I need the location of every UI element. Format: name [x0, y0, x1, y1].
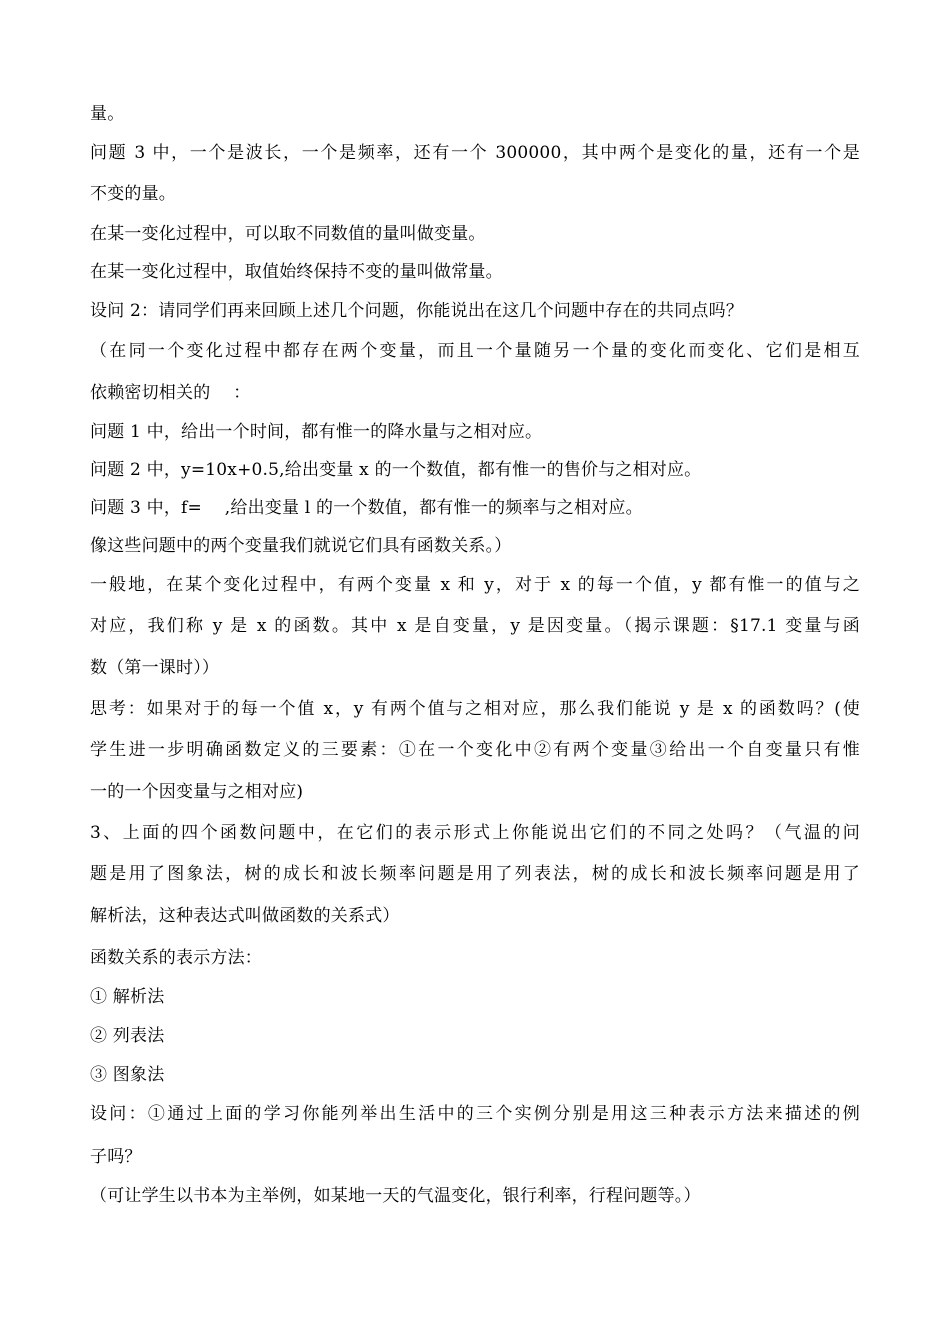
text-line: 设问 2：请同学们再来回顾上述几个问题，你能说出在这几个问题中存在的共同点吗？ [90, 301, 744, 321]
text-line: 量。 [90, 104, 125, 124]
text-line: 像这些问题中的两个变量我们就说它们具有函数关系。） [90, 536, 512, 556]
text-line: 问题 3 中，一个是波长，一个是频率，还有一个 300000，其中两个是变化的量，还有一个是 [90, 143, 860, 163]
text-line: 题是用了图象法，树的成长和波长频率问题是用了列表法，树的成长和波长频率问题是用了 [90, 864, 860, 884]
text-line: 一的一个因变量与之相对应) [90, 782, 304, 802]
text-line: 在某一变化过程中，取值始终保持不变的量叫做常量。 [90, 262, 503, 282]
text-line: 对应，我们称 y 是 x 的函数。其中 x 是自变量，y 是因变量。（揭示课题：§17.1 变量与函 [90, 616, 860, 636]
text-line: 子吗？ [90, 1147, 142, 1167]
text-line: 问题 3 中，f= ,给出变量 l 的一个数值，都有惟一的频率与之相对应。 [90, 498, 643, 518]
list-item: ③ 图象法 [90, 1065, 165, 1085]
text-line: 设问：①通过上面的学习你能列举出生活中的三个实例分别是用这三种表示方法来描述的例 [90, 1104, 860, 1124]
text-line: （在同一个变化过程中都存在两个变量，而且一个量随另一个量的变化而变化、它们是相互 [90, 341, 860, 361]
text-line: 解析法，这种表达式叫做函数的关系式） [90, 906, 400, 926]
text-line: 数（第一课时）） [90, 658, 220, 678]
text-line: 在某一变化过程中，可以取不同数值的量叫做变量。 [90, 224, 486, 244]
list-item: ② 列表法 [90, 1026, 165, 1046]
text-line: 函数关系的表示方法： [90, 948, 262, 968]
text-line: 依赖密切相关的 ： [90, 383, 251, 403]
list-item: ① 解析法 [90, 987, 165, 1007]
text-line: 不变的量。 [90, 184, 176, 204]
text-line: 思考：如果对于的每一个值 x，y 有两个值与之相对应，那么我们能说 y 是 x 的函数吗？(使 [90, 699, 860, 719]
text-line: 学生进一步明确函数定义的三要素：①在一个变化中②有两个变量③给出一个自变量只有惟 [90, 740, 860, 760]
text-line: 问题 1 中，给出一个时间，都有惟一的降水量与之相对应。 [90, 422, 543, 442]
text-line: 3、上面的四个函数问题中，在它们的表示形式上你能说出它们的不同之处吗？（气温的问 [90, 823, 860, 843]
text-line: （可让学生以书本为主举例，如某地一天的气温变化，银行利率，行程问题等。） [90, 1186, 701, 1206]
text-line: 问题 2 中，y=10x+0.5,给出变量 x 的一个数值，都有惟一的售价与之相对应。 [90, 460, 702, 480]
text-line: 一般地，在某个变化过程中，有两个变量 x 和 y，对于 x 的每一个值，y 都有惟一的值与之 [90, 575, 860, 595]
